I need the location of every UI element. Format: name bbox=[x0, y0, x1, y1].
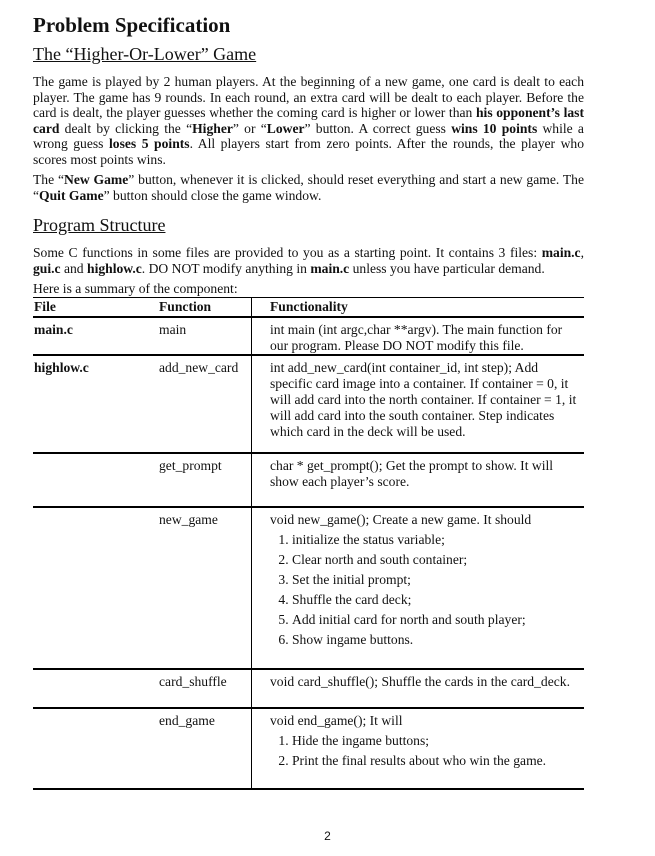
cell-function: card_shuffle bbox=[158, 669, 252, 708]
table-body bbox=[33, 317, 584, 789]
table-row bbox=[33, 669, 584, 708]
cell-functionality bbox=[252, 355, 585, 453]
text-run: Some C functions in some files are provided to you as a starting point. It contains 3 files: bbox=[33, 245, 542, 260]
step-item: 1. initialize the status variable; bbox=[292, 530, 580, 550]
header-function: Function bbox=[158, 298, 252, 318]
step-list bbox=[270, 530, 580, 650]
bold-text: Quit Game bbox=[39, 187, 104, 203]
text-run: dealt by clicking the “ bbox=[59, 120, 193, 136]
table-row bbox=[33, 708, 584, 789]
cell-function: main bbox=[158, 317, 252, 355]
bold-text: New Game bbox=[64, 172, 129, 187]
files-paragraph bbox=[33, 245, 584, 276]
table-row bbox=[33, 453, 584, 507]
functionality-text: int add_new_card(int container_id, int step); Add specific card image into a container. If container = 0, it will add card into the north container. If container = 1, it will add card into the south container. Step indicates which card in the deck will be used. bbox=[270, 360, 577, 439]
cell-function: end_game bbox=[158, 708, 252, 789]
cell-file bbox=[33, 708, 158, 789]
cell-function: get_prompt bbox=[158, 453, 252, 507]
section-heading-game: The “Higher-Or-Lower” Game bbox=[33, 44, 257, 64]
cell-file bbox=[33, 507, 158, 669]
cell-functionality bbox=[252, 453, 585, 507]
bold-text: main.c bbox=[310, 260, 350, 276]
cell-file: highlow.c bbox=[33, 355, 158, 453]
text-run: ” or “ bbox=[232, 120, 267, 136]
bold-text: Higher bbox=[192, 120, 233, 136]
cell-file bbox=[33, 453, 158, 507]
cell-file: main.c bbox=[33, 317, 158, 355]
text-run: unless you have particular demand. bbox=[349, 260, 545, 276]
functionality-text: void card_shuffle(); Shuffle the cards in the card_deck. bbox=[270, 674, 570, 689]
functionality-text: void new_game(); Create a new game. It should bbox=[270, 512, 532, 527]
text-run: ” button, whenever it is clicked, should reset everything and start a new game. The “ bbox=[33, 172, 584, 203]
functionality-text: char * get_prompt(); Get the prompt to show. It will show each player’s score. bbox=[270, 458, 554, 489]
step-item: 3. Set the initial prompt; bbox=[292, 570, 580, 590]
bold-text: wins 10 points bbox=[451, 120, 538, 136]
bold-text: gui.c bbox=[33, 260, 61, 276]
text-run: The game is played by 2 human players. At the beginning of a new game, one card is dealt to each player. The game has 9 rounds. In each round, an extra card will be dealt to each player. Before the card is dealt, the player guesses whether the coming card is higher or lower than bbox=[33, 74, 584, 120]
table-header-row bbox=[33, 298, 584, 318]
bold-text: loses 5 points bbox=[109, 136, 190, 151]
page-title: Problem Specification bbox=[33, 13, 231, 37]
text-run: while a wrong guess bbox=[33, 120, 584, 151]
text-run: The “ bbox=[33, 172, 65, 187]
cell-functionality bbox=[252, 669, 585, 708]
cell-function: add_new_card bbox=[158, 355, 252, 453]
page-number: 2 bbox=[324, 829, 331, 843]
text-run: . All players start from zero points. After the rounds, the player who scores most points wins. bbox=[33, 136, 584, 167]
bold-text: highlow.c bbox=[87, 260, 142, 276]
step-item: 4. Shuffle the card deck; bbox=[292, 590, 580, 610]
buttons-paragraph bbox=[33, 172, 584, 203]
section-heading-structure: Program Structure bbox=[33, 215, 166, 235]
cell-functionality bbox=[252, 317, 585, 355]
step-list bbox=[270, 731, 580, 771]
text-run: and bbox=[60, 260, 88, 276]
game-rules-paragraph bbox=[33, 74, 584, 167]
table-row bbox=[33, 507, 584, 669]
step-item: 1. Hide the ingame buttons; bbox=[292, 731, 580, 751]
text-run: ” button should close the game window. bbox=[103, 187, 322, 203]
bold-text: his opponent’s last card bbox=[33, 105, 584, 136]
step-item: 2. Clear north and south container; bbox=[292, 550, 580, 570]
summary-caption: Here is a summary of the component: bbox=[33, 281, 238, 296]
text-run: . DO NOT modify anything in bbox=[141, 260, 311, 276]
table-row bbox=[33, 355, 584, 453]
step-item: 5. Add initial card for north and south player; bbox=[292, 610, 580, 630]
header-file: File bbox=[33, 298, 158, 318]
cell-functionality bbox=[252, 507, 585, 669]
functionality-text: int main (int argc,char **argv). The main function for our program. Please DO NOT modify this file. bbox=[270, 322, 563, 353]
bold-text: main.c bbox=[541, 245, 581, 260]
header-functionality: Functionality bbox=[252, 298, 585, 318]
functionality-text: void end_game(); It will bbox=[270, 713, 403, 728]
document-page bbox=[33, 12, 584, 790]
cell-function: new_game bbox=[158, 507, 252, 669]
step-item: 6. Show ingame buttons. bbox=[292, 630, 580, 650]
table-row bbox=[33, 317, 584, 355]
bold-text: Lower bbox=[266, 120, 305, 136]
text-run: ” button. A correct guess bbox=[304, 120, 452, 136]
component-table bbox=[33, 297, 584, 790]
cell-functionality bbox=[252, 708, 585, 789]
cell-file bbox=[33, 669, 158, 708]
step-item: 2. Print the final results about who win the game. bbox=[292, 751, 580, 771]
text-run: , bbox=[580, 245, 584, 260]
